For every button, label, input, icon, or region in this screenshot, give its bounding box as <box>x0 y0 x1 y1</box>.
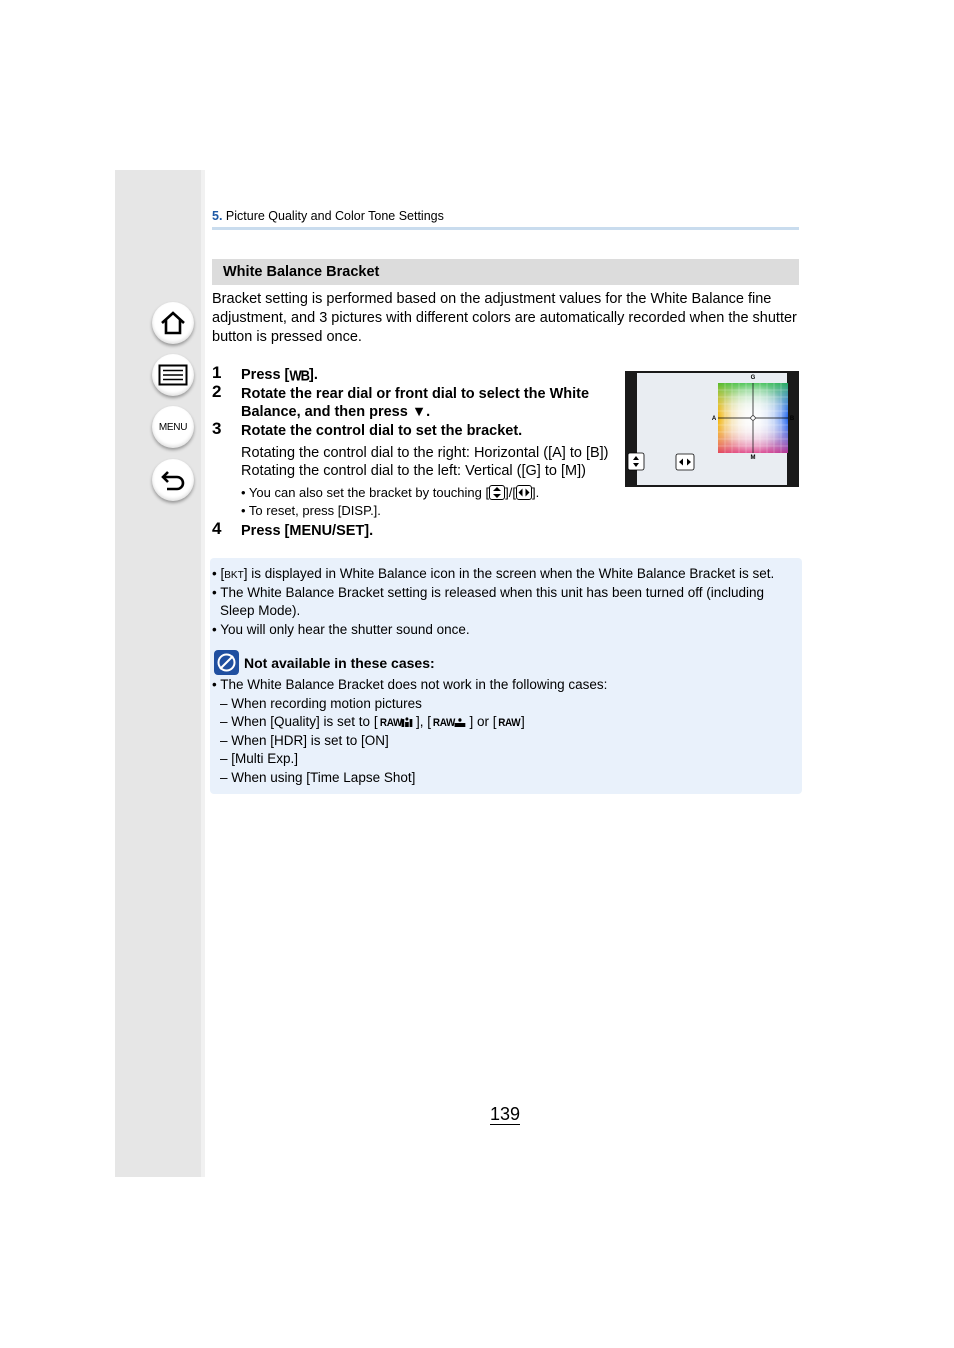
section-heading: White Balance Bracket <box>212 259 799 285</box>
case-time-lapse: – When using [Time Lapse Shot] <box>220 770 416 785</box>
up-down-key-icon <box>489 485 505 500</box>
case-hdr: – When [HDR] is set to [ON] <box>220 733 389 748</box>
not-available-icon <box>214 650 239 675</box>
raw-text: RAW <box>379 717 402 729</box>
case-multi-exp: – [Multi Exp.] <box>220 751 299 766</box>
home-icon <box>159 310 187 336</box>
axis-label-m: M <box>750 455 756 461</box>
step-3-detail-2: Rotating the control dial to the left: Vertical ([G] to [M]) <box>241 463 586 479</box>
breadcrumb <box>212 209 444 223</box>
not-available-intro: • The White Balance Bracket does not work in the following cases: <box>212 677 608 692</box>
page-number: 139 <box>490 1104 521 1124</box>
list-icon <box>158 364 188 386</box>
wb-icon: WB <box>289 367 310 384</box>
axis-label-a: A <box>711 416 717 422</box>
step-number: 2 <box>212 382 222 401</box>
note-release-1: • The White Balance Bracket setting is released when this unit has been turned off (including <box>212 585 765 600</box>
touch-bullet-mid: ]/[ <box>505 485 516 500</box>
touch-bullet-pre: • You can also set the bracket by touching [ <box>241 485 490 500</box>
step-3-text: Rotate the control dial to set the bracket. <box>241 423 523 439</box>
step-1-text <box>241 366 318 385</box>
touch-bullet-post: ]. <box>531 485 540 500</box>
not-available-title: Not available in these cases: <box>244 655 435 671</box>
step-2-line2: Balance, and then press ▼. <box>241 404 431 420</box>
note-bkt <box>212 565 774 585</box>
camera-screen-illustration <box>625 371 799 487</box>
step-3-detail-1: Rotating the control dial to the right: Horizontal ([A] to [B]) <box>241 445 609 461</box>
back-button[interactable] <box>152 459 194 501</box>
left-right-key-icon <box>516 485 532 500</box>
chapter-number: 5 <box>212 209 219 223</box>
reset-bullet: • To reset, press [DISP.]. <box>241 503 381 518</box>
case-quality-raw <box>220 713 525 732</box>
step-1-pre: Press [ <box>241 367 290 383</box>
step-2-line1: Rotate the rear dial or front dial to select the White <box>241 386 590 402</box>
menu-label: MENU <box>158 421 188 433</box>
fine-quality-icon <box>402 717 415 727</box>
case-motion-pictures: – When recording motion pictures <box>220 696 422 711</box>
chapter-separator: . <box>218 209 223 223</box>
axis-label-b: B <box>789 416 795 422</box>
contents-button[interactable] <box>152 354 194 396</box>
raw-icon: RAW <box>497 717 520 729</box>
step-number: 1 <box>212 363 222 382</box>
raw-standard-icon <box>433 714 468 732</box>
menu-button[interactable] <box>152 406 194 448</box>
note-shutter: • You will only hear the shutter sound once. <box>212 622 470 637</box>
standard-quality-icon <box>455 717 468 727</box>
vertical-bracket-button[interactable] <box>628 453 644 470</box>
screen-display <box>637 373 795 485</box>
note-release-2: Sleep Mode). <box>220 603 301 618</box>
raw-fine-icon <box>380 714 415 732</box>
intro-paragraph: Bracket setting is performed based on the adjustment values for the White Balance fine adjustment, and 3 pictures with different colors are automatically recorded when the shutter button is pressed once. <box>212 291 797 345</box>
case-quality-sep: ], [ <box>416 714 432 729</box>
home-button[interactable] <box>152 302 194 344</box>
header-rule <box>212 227 799 230</box>
step-number: 3 <box>212 419 222 438</box>
back-icon <box>159 468 187 492</box>
raw-text: RAW <box>432 717 456 729</box>
case-quality-or: ] or [ <box>469 714 497 729</box>
step-1-post: ]. <box>309 367 318 383</box>
case-quality-end: ] <box>521 714 525 729</box>
note-bkt-pre: • [ <box>212 566 225 581</box>
chapter-title: Picture Quality and Color Tone Settings <box>225 209 444 223</box>
step-number: 4 <box>212 519 222 538</box>
horizontal-bracket-button[interactable] <box>676 454 694 470</box>
step-4-text: Press [MENU/SET]. <box>241 523 374 539</box>
white-balance-grid <box>637 373 795 485</box>
touch-bullet <box>241 484 539 502</box>
axis-label-g: G <box>750 375 756 381</box>
case-quality-pre: – When [Quality] is set to [ <box>220 714 378 729</box>
bkt-icon: BKT <box>224 570 244 581</box>
sidebar-edge <box>201 170 205 1177</box>
note-bkt-post: ] is displayed in White Balance icon in the screen when the White Balance Bracket is set. <box>243 566 775 581</box>
